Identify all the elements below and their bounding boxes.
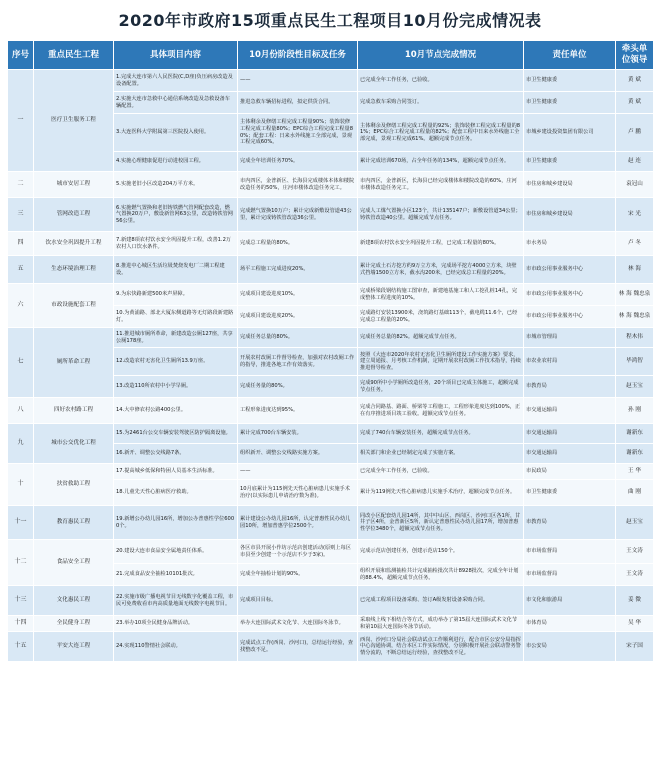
cell-unit: 市市政公用事业服务中心 [524, 306, 616, 328]
cell-content: 6.实施燃气置换和老旧铸铁燃气管网配套改造，燃气置换20万户，敷设新管网63公里，改造铸铁管网56公里。 [114, 198, 238, 232]
cell-unit: 市民政局 [524, 464, 616, 480]
cell-project: 食品安全工程 [34, 540, 114, 586]
cell-target: 工程形象进度达到95%。 [238, 398, 358, 424]
cell-leader: 林 海 魏忠泉 [616, 306, 654, 328]
cell-no: 一 [8, 70, 34, 172]
cell-content: 11.推进城市厕所革命，新建改造公厕127座，共享公厕178座。 [114, 328, 238, 348]
cell-content: 13.改造110所农村中小学旱厕。 [114, 376, 238, 398]
cell-unit: 市卫生健康委 [524, 92, 616, 114]
cell-no: 十二 [8, 540, 34, 586]
cell-project: 全民健身工程 [34, 616, 114, 632]
cell-status: 累计为119例先天性心脏病患儿实施手术治疗，超额完成节点任务。 [358, 480, 524, 506]
cell-content: 9.为东快路新建500米声屏障。 [114, 284, 238, 306]
cell-target: —— [238, 464, 358, 480]
table-row [8, 540, 654, 564]
cell-project: 文化惠民工程 [34, 586, 114, 616]
cell-unit: 市交通运输局 [524, 398, 616, 424]
cell-status: 完成桥梁段钢结构施工图审查，新建地基施工和人工挖孔桩14孔，完成整体工程进度的10%。 [358, 284, 524, 306]
cell-unit: 市农业农村局 [524, 348, 616, 376]
cell-leader: 曲 刚 [616, 480, 654, 506]
cell-target: 主体剩余及修缮工程完成工程量90%；装饰装修工程完成工程量80%；EPC综合工程完成工程量80%；配套工程：日来水外线施工全部完成，景观工程完成60%。 [238, 114, 358, 152]
cell-unit: 市住房和城乡建设局 [524, 198, 616, 232]
cell-project: 生态环境治理工程 [34, 256, 114, 284]
progress-table [7, 40, 654, 662]
cell-target: 完成项目目标。 [238, 586, 358, 616]
header-no: 序号 [8, 41, 34, 70]
cell-target: 10月底累计为115例先天性心脏病患儿实施手术治疗(以实际患儿申请治疗数为准)。 [238, 480, 358, 506]
cell-status: 市内四区，金普新区，长海县已经完成楼体和楼院改造的60%，庄河市楼体改造任务完工。 [358, 172, 524, 198]
cell-unit: 市市政公用事业服务中心 [524, 284, 616, 306]
table-row [8, 398, 654, 424]
cell-leader: 毕鸿智 [616, 348, 654, 376]
cell-unit: 市城乡建设投资集团有限公司 [524, 114, 616, 152]
cell-status: 组织开展和监测抽检共计完成抽检批次共计8928批次，完成全年计划的88.4%，超额完成节点任务。 [358, 564, 524, 586]
cell-unit: 市市场监督局 [524, 540, 616, 564]
cell-project: 扶贫救助工程 [34, 464, 114, 506]
table-row [8, 198, 654, 232]
cell-status: 已完成全年工作任务，已验收。 [358, 70, 524, 92]
table-row [8, 424, 654, 444]
cell-content: 8.推进中心城区生活垃圾焚烧发电厂二期工程建设。 [114, 256, 238, 284]
header-content: 具体项目内容 [114, 41, 238, 70]
cell-status: 累计完成土石方挖方约9万立方米，完成场平挖方4000立方米，块壁式挡墙1500立方米，截水沟200米，已经完成总工程量的20%。 [358, 256, 524, 284]
cell-status: 完成路灯安装13900米，浇筑路灯基础113个，截电缆11.6个，已经完成总工程量的20%。 [358, 306, 524, 328]
cell-leader: 孙 刚 [616, 398, 654, 424]
cell-content: 2.实施大连市急救中心通信系统改造及急救设备车辆配置。 [114, 92, 238, 114]
cell-content: 21.完成食品安全抽检10101批次。 [114, 564, 238, 586]
page-title: 2020年市政府15项重点民生工程项目10月份完成情况表 [118, 11, 542, 30]
cell-leader: 赵玉宝 [616, 506, 654, 540]
cell-leader: 林 海 [616, 256, 654, 284]
cell-no: 六 [8, 284, 34, 328]
table-row [8, 506, 654, 540]
table-row [8, 464, 654, 480]
cell-content: 12.改造农村无害化卫生厕所13.9万座。 [114, 348, 238, 376]
cell-status: 已完成工程项目设备采购、签订A级发射设备采购合同。 [358, 586, 524, 616]
cell-target: 市内四区，金普新区、长海县完成楼体本体和楼院改造任务的50%，庄河市楼体改造任务完工。 [238, 172, 358, 198]
cell-leader: 林 海 魏忠泉 [616, 284, 654, 306]
table-header-row [8, 41, 654, 70]
cell-content: 20.建设大连市食品安全属地责任体系。 [114, 540, 238, 564]
header-project: 重点民生工程 [34, 41, 114, 70]
cell-unit: 市卫生健康委 [524, 152, 616, 172]
cell-status: 完成急救车采购合同签订。 [358, 92, 524, 114]
cell-target: 完成全年培训任务70%。 [238, 152, 358, 172]
cell-leader: 黄 斌 [616, 70, 654, 92]
table-row [8, 586, 654, 616]
cell-no: 八 [8, 398, 34, 424]
cell-status: 完成90所中小学厕所改造任务，20个项目已完成主体施工，超额完成节点任务。 [358, 376, 524, 398]
cell-unit: 市卫生健康委 [524, 70, 616, 92]
cell-content: 19.新增公办幼儿园16所，增加公办普惠性学位6000个。 [114, 506, 238, 540]
cell-no: 九 [8, 424, 34, 464]
cell-leader: 王文涛 [616, 540, 654, 564]
cell-project: 医疗卫生服务工程 [34, 70, 114, 172]
cell-target: 完成燃气置换10万户；累计完成新敷设管道43公里，累计完成铸铁管改造36公里。 [238, 198, 358, 232]
cell-project: 市政设施配套工程 [34, 284, 114, 328]
cell-target: 开展农村改厕工作督导检查，加强对农村改厕工作的指导，推进各地工作有效落实。 [238, 348, 358, 376]
cell-target: 完成总工程量的80%。 [238, 232, 358, 256]
cell-status: 完成任务总量的82%。超额完成节点任务。 [358, 328, 524, 348]
cell-project: 城市公交优化工程 [34, 424, 114, 464]
cell-project: 平安大连工程 [34, 632, 114, 662]
cell-content: 23.举办10项全民健身品牌活动。 [114, 616, 238, 632]
cell-content: 18.儿童先天性心脏病医疗救助。 [114, 480, 238, 506]
table-row [8, 616, 654, 632]
cell-unit: 市文化和旅游局 [524, 586, 616, 616]
cell-unit: 市城市管理局 [524, 328, 616, 348]
cell-unit: 市市政公用事业服务中心 [524, 256, 616, 284]
table-row [8, 328, 654, 348]
cell-no: 四 [8, 232, 34, 256]
cell-status: 按照《大连市2020年农村无害化卫生厕所建设工作实施方案》要求，建立周通报、月考核工作机制，定期开展农村改厕工作技术指导，持续推进督导检查。 [358, 348, 524, 376]
cell-target: 推进急救车辆招标进程，拟定供货合同。 [238, 92, 358, 114]
cell-project: 管网改造工程 [34, 198, 114, 232]
cell-project: 饮水安全巩固提升工程 [34, 232, 114, 256]
cell-status: 同改小区配套幼儿园14所，其中中山区、西岗区、沙河口区各1所，甘井子区4所，金普新区5所，新认定普惠性民办幼儿园17所，增加普惠性学位3480个，超额完成节点任务。 [358, 506, 524, 540]
cell-target: 完成任务总量的80%。 [238, 328, 358, 348]
cell-status: 相关部门和企业已经制定完成了实施方案。 [358, 444, 524, 464]
cell-leader: 吴 华 [616, 616, 654, 632]
cell-no: 二 [8, 172, 34, 198]
cell-project: 城市安居工程 [34, 172, 114, 198]
cell-unit: 市教育局 [524, 506, 616, 540]
cell-target: 累计完成700台车辆安装。 [238, 424, 358, 444]
cell-leader: 赵 连 [616, 152, 654, 172]
cell-target: 完成试点工作(西岗、沙河口)，总结运行经验，查找整改不足。 [238, 632, 358, 662]
cell-content: 4.实施心理健康促进行动进校园工程。 [114, 152, 238, 172]
table-row [8, 70, 654, 92]
cell-target: 各区市县开展小作坊示范店创建活动(原则上每区市县至少创建一个示范店不少于3家)。 [238, 540, 358, 564]
table-row [8, 632, 654, 662]
cell-unit: 市水务局 [524, 232, 616, 256]
cell-target: 完成项目建设进度10%。 [238, 284, 358, 306]
cell-no: 十四 [8, 616, 34, 632]
cell-unit: 市教育局 [524, 376, 616, 398]
cell-leader: 王文涛 [616, 564, 654, 586]
cell-leader: 黄 斌 [616, 92, 654, 114]
cell-status: 完成人工煤气置换小区123个，共计135147户；新敷设管道34公里；铸铁管改造40公里。超额完成节点任务。 [358, 198, 524, 232]
cell-content: 22.实施市级广播电视节目无线数字化覆盖工程，市民可免费收看市内高质量地面无线数字电视节目。 [114, 586, 238, 616]
table-row [8, 284, 654, 306]
cell-content: 3.大连医科大学附属第三医院投入使用。 [114, 114, 238, 152]
cell-target: 完成任务量的80%。 [238, 376, 358, 398]
table-row [8, 256, 654, 284]
cell-content: 7.新建8项农村饮水安全巩固提升工程，改善1.2万农村人口饮水条件。 [114, 232, 238, 256]
header-target: 10月份阶段性目标及任务 [238, 41, 358, 70]
cell-leader: 卢 鹏 [616, 114, 654, 152]
cell-status: 完成合同路基、路面、桥梁等工程施工，工程形象进度达到100%，正在有序推进项目竣工验收。超额完成节点任务。 [358, 398, 524, 424]
cell-leader: 谢新东 [616, 444, 654, 464]
cell-no: 五 [8, 256, 34, 284]
cell-target: 组织新开、调整公交线路实施方案。 [238, 444, 358, 464]
cell-leader: 程木伟 [616, 328, 654, 348]
cell-project: 厕所革命工程 [34, 328, 114, 398]
cell-target: 完成项目建设进度20%。 [238, 306, 358, 328]
table-row [8, 172, 654, 198]
cell-status: 西岗、沙河口分局社会联动试点工作顺利进行，配合市区公安分局指挥中心沟通协调，结合本区工作实际情况，分别积极开展社会联动警务警情分流的，不断总结运行经验，查找整改不足。 [358, 632, 524, 662]
cell-leader: 谢新东 [616, 424, 654, 444]
cell-status: 采取线上线下相结合等方式，成功举办了第15届大连国际武术文化节和第10届大连国际冬泳节活动。 [358, 616, 524, 632]
cell-leader: 卢 冬 [616, 232, 654, 256]
header-leader: 牵头单位领导 [616, 41, 654, 70]
table-body [8, 70, 654, 662]
table-row [8, 232, 654, 256]
cell-content: 1.完成大连市第六人民医院(C,D座)负压病房改造及设备配置。 [114, 70, 238, 92]
cell-leader: 王 华 [616, 464, 654, 480]
cell-project: 教育惠民工程 [34, 506, 114, 540]
header-status: 10月节点完成情况 [358, 41, 524, 70]
cell-leader: 袁冠山 [616, 172, 654, 198]
cell-no: 三 [8, 198, 34, 232]
cell-leader: 宋子国 [616, 632, 654, 662]
cell-target: —— [238, 70, 358, 92]
cell-no: 十三 [8, 586, 34, 616]
cell-leader: 宋 光 [616, 198, 654, 232]
cell-project: 四好农村路工程 [34, 398, 114, 424]
cell-leader: 姜 微 [616, 586, 654, 616]
cell-unit: 市交通运输局 [524, 424, 616, 444]
cell-unit: 市公安局 [524, 632, 616, 662]
cell-content: 16.新开、调整公交线路7条。 [114, 444, 238, 464]
cell-unit: 市住房和城乡建设局 [524, 172, 616, 198]
cell-content: 24.实现110警情社会联动。 [114, 632, 238, 662]
cell-content: 14.大中修农村公路400公里。 [114, 398, 238, 424]
cell-status: 完成了740台车辆安装任务，超额完成节点任务。 [358, 424, 524, 444]
cell-content: 17.提高城乡低保和特困人员基本生活标准。 [114, 464, 238, 480]
cell-content: 5.实施老旧小区改造204万平方米。 [114, 172, 238, 198]
cell-status: 完成示范店创建任务，创建示范店150个。 [358, 540, 524, 564]
cell-no: 七 [8, 328, 34, 398]
cell-leader: 赵玉宝 [616, 376, 654, 398]
cell-status: 主体剩余及修缮工程完成工程量的92%；装饰装修工程完成工程量的81%；EPC综合工程完成工程量的82%；配套工程中日来水外线施工全部完成，景观工程完成61%。超额完成节点任务。 [358, 114, 524, 152]
cell-status: 累计完成培训670场，占全年任务的134%，超额完成节点任务。 [358, 152, 524, 172]
cell-content: 10.为黄浦路、部北大厦东侧道路等无灯路段新建路灯。 [114, 306, 238, 328]
cell-target: 完成全年抽检计划的90%。 [238, 564, 358, 586]
cell-unit: 市体育局 [524, 616, 616, 632]
cell-target: 场平工程施工完成进度20%。 [238, 256, 358, 284]
cell-status: 新建8项农村饮水安全巩固提升工程，已完成工程量的80%。 [358, 232, 524, 256]
cell-no: 十五 [8, 632, 34, 662]
cell-unit: 市交通运输局 [524, 444, 616, 464]
cell-unit: 市卫生健康委 [524, 480, 616, 506]
header-unit: 责任单位 [524, 41, 616, 70]
cell-no: 十 [8, 464, 34, 506]
cell-status: 已完成全年工作任务，已验收。 [358, 464, 524, 480]
cell-target: 举办大连国际武术文化节、大连国际冬泳节。 [238, 616, 358, 632]
cell-target: 累计建设公办幼儿园16所，认定普惠性民办幼儿园10所，增加普惠学位2500个。 [238, 506, 358, 540]
cell-content: 15.为2461台公交车辆安装驾驶区防护隔离设施。 [114, 424, 238, 444]
cell-no: 十一 [8, 506, 34, 540]
cell-unit: 市市场监督局 [524, 564, 616, 586]
